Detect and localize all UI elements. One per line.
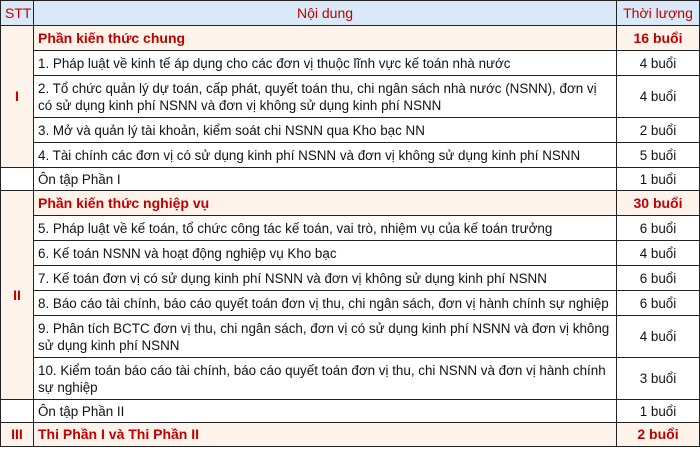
stt-cell: I [1, 26, 34, 168]
item-duration: 4 buổi [617, 76, 700, 118]
item-duration: 6 buổi [617, 216, 700, 241]
section-title: Phần kiến thức chung [34, 26, 617, 51]
item-duration: 3 buổi [617, 358, 700, 400]
header-stt: STT [1, 1, 34, 26]
review-row [1, 400, 700, 423]
item-duration: 6 buổi [617, 266, 700, 291]
item-text: 5. Pháp luật về kế toán, tổ chức công tác kế toán, vai trò, nhiệm vụ của kế toán trưởng [34, 216, 617, 241]
header-row [1, 1, 700, 26]
item-text: 7. Kế toán đơn vị có sử dụng kinh phí NSNN và đơn vị không sử dụng kinh phí NSNN [34, 266, 617, 291]
item-text: 4. Tài chính các đơn vị có sử dụng kinh phí NSNN và đơn vị không sử dụng kinh phí NSNN [34, 143, 617, 168]
stt-cell-empty [1, 168, 34, 191]
table-row [1, 51, 700, 76]
table-row [1, 143, 700, 168]
section-duration: 2 buổi [617, 423, 700, 447]
item-duration: 5 buổi [617, 143, 700, 168]
table-row [1, 358, 700, 400]
item-text: 6. Kế toán NSNN và hoạt động nghiệp vụ Kho bạc [34, 241, 617, 266]
section-duration: 30 buổi [617, 191, 700, 216]
item-duration: 4 buổi [617, 316, 700, 358]
stt-cell: III [1, 423, 34, 447]
table-row [1, 241, 700, 266]
review-text: Ôn tập Phần II [34, 400, 617, 423]
table-row [1, 118, 700, 143]
section-row [1, 26, 700, 51]
item-text: 9. Phân tích BCTC đơn vị thu, chi ngân sách, đơn vị có sử dụng kinh phí NSNN và đơn vị không sử dụng kinh phí NSNN [34, 316, 617, 358]
section-title: Phần kiến thức nghiệp vụ [34, 191, 617, 216]
item-duration: 4 buổi [617, 241, 700, 266]
item-text: 3. Mở và quản lý tài khoản, kiểm soát chi NSNN qua Kho bạc NN [34, 118, 617, 143]
table-row [1, 76, 700, 118]
section-row [1, 423, 700, 447]
table-row [1, 266, 700, 291]
item-text: 8. Báo cáo tài chính, báo cáo quyết toán đơn vị thu, chi ngân sách, đơn vị hành chính sự nghiệp [34, 291, 617, 316]
item-text: 2. Tổ chức quản lý dự toán, cấp phát, quyết toán thu, chi ngân sách nhà nước (NSNN), đơn vị có sử dụng kinh phí NSNN và đơn vị không sử dụng kinh phí NSNN [34, 76, 617, 118]
stt-cell: II [1, 191, 34, 400]
item-duration: 4 buổi [617, 51, 700, 76]
stt-cell-empty [1, 400, 34, 423]
table-row [1, 216, 700, 241]
header-content: Nội dung [34, 1, 617, 26]
item-text: 1. Pháp luật về kinh tế áp dụng cho các đơn vị thuộc lĩnh vực kế toán nhà nước [34, 51, 617, 76]
section-row [1, 191, 700, 216]
item-duration: 2 buổi [617, 118, 700, 143]
section-duration: 16 buổi [617, 26, 700, 51]
header-duration: Thời lượng [617, 1, 700, 26]
review-text: Ôn tập Phần I [34, 168, 617, 191]
table-row [1, 291, 700, 316]
table-row [1, 316, 700, 358]
item-text: 10. Kiểm toán báo cáo tài chính, báo cáo quyết toán đơn vị thu, chi NSNN và đơn vị hành chính sự nghiệp [34, 358, 617, 400]
item-duration: 6 buổi [617, 291, 700, 316]
section-title: Thi Phần I và Thi Phần II [34, 423, 617, 447]
review-duration: 1 buổi [617, 400, 700, 423]
review-duration: 1 buổi [617, 168, 700, 191]
review-row [1, 168, 700, 191]
